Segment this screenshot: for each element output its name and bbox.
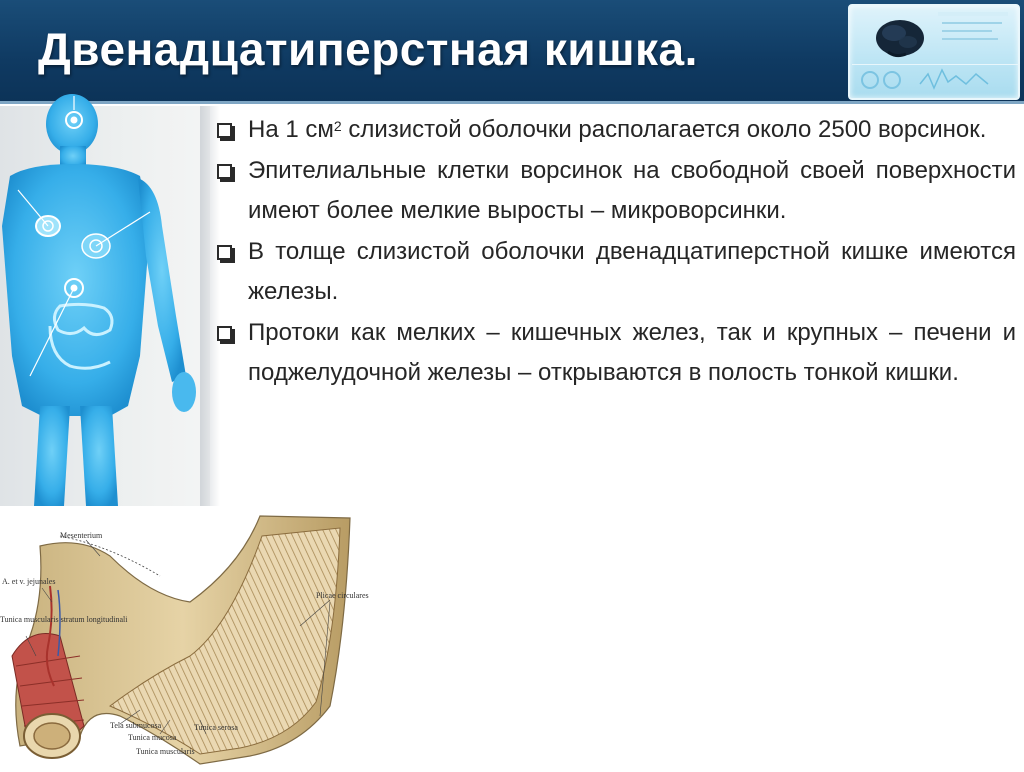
bullet-item	[216, 232, 1016, 313]
bullet-list	[216, 110, 1016, 394]
bullet-text: Протоки как мелких – кишечных желез, так и крупных – печени и поджелудочной железы – открываются в полость тонкой кишки.	[248, 318, 1016, 386]
label-plicae: Plicae circulares	[316, 591, 369, 600]
bullet-text: Эпителиальные клетки ворсинок на свободной своей поверхности имеют более мелкие выросты – микроворсинки.	[248, 156, 1016, 224]
label-tunica-muscularis: Tunica muscularis stratum longitudinali	[0, 615, 128, 624]
label-artery: A. et v. jejunales	[2, 577, 56, 586]
bullet-text: На 1 см	[248, 116, 334, 143]
human-body-diagram	[0, 106, 210, 506]
label-mesenterium: Mesenterium	[60, 531, 103, 540]
slide-title: Двенадцатиперстная кишка.	[38, 23, 698, 75]
bullet-text-cont: слизистой оболочки располагается около 2500 ворсинок.	[341, 116, 987, 143]
superscript: 2	[333, 118, 342, 134]
brain-icon	[850, 6, 1022, 102]
slide-header	[0, 0, 1024, 104]
bullet-text: В толще слизистой оболочки двенадцатиперстной кишке имеются железы.	[248, 237, 1016, 305]
checkbox-bullet-icon	[217, 245, 232, 260]
checkbox-bullet-icon	[217, 164, 232, 179]
checkbox-bullet-icon	[217, 326, 232, 341]
header-decor-panel	[848, 4, 1020, 100]
bullet-item	[216, 151, 1016, 232]
bullet-item	[216, 313, 1016, 394]
label-tunica-mucosa: Tunica mucosa	[128, 733, 177, 742]
label-tela-submucosa: Tela submucosa	[110, 721, 162, 730]
intestine-illustration	[0, 506, 369, 767]
checkbox-bullet-icon	[217, 123, 232, 138]
label-tunica-serosa: Tunica serosa	[194, 723, 238, 732]
label-tunica-muscularis-2: Tunica muscularis	[136, 747, 195, 756]
bullet-item	[216, 110, 1016, 151]
